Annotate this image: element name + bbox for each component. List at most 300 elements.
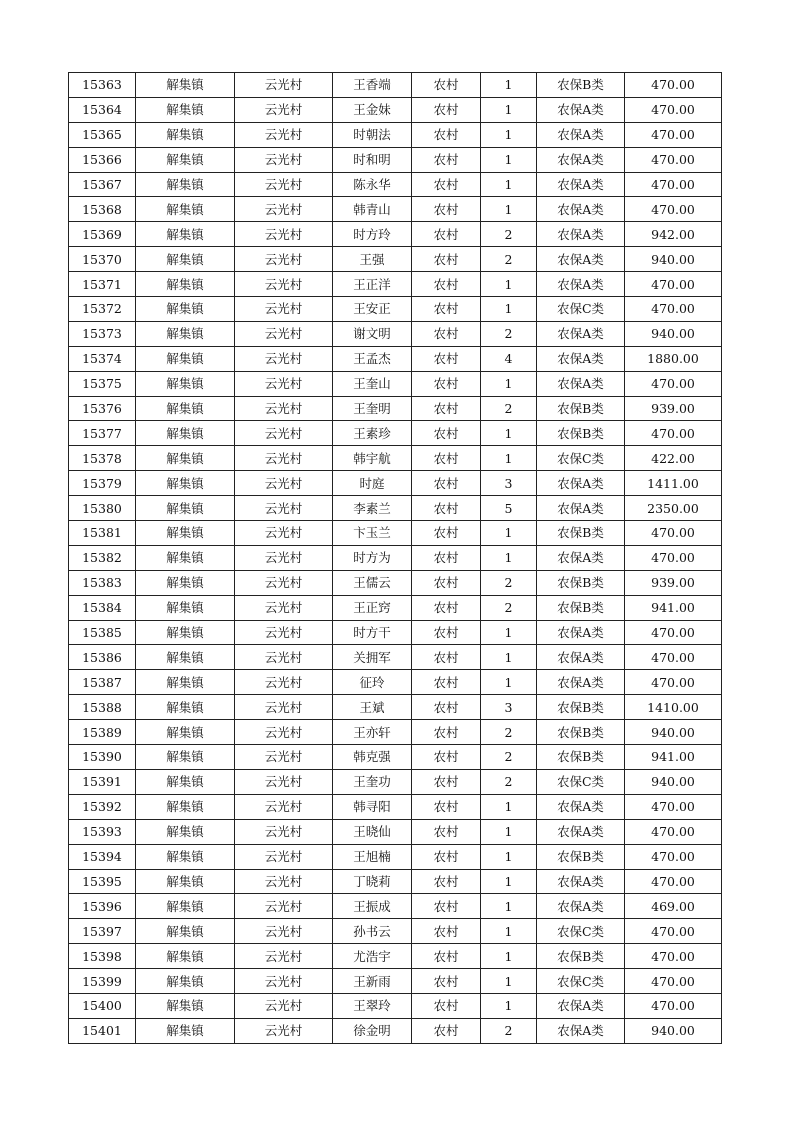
insurance-category-cell: 农保B类 (537, 844, 625, 869)
table-row (69, 695, 722, 720)
row-id-cell: 15400 (69, 993, 136, 1018)
village-cell: 云光村 (235, 172, 333, 197)
amount-cell: 1880.00 (625, 346, 722, 371)
amount-cell: 1411.00 (625, 471, 722, 496)
row-id-cell: 15363 (69, 73, 136, 98)
people-count-cell: 1 (481, 446, 537, 471)
people-count-cell: 2 (481, 745, 537, 770)
village-cell: 云光村 (235, 670, 333, 695)
village-cell: 云光村 (235, 545, 333, 570)
household-type-cell: 农村 (412, 346, 481, 371)
town-cell: 解集镇 (136, 197, 235, 222)
household-type-cell: 农村 (412, 1018, 481, 1043)
insurance-category-cell: 农保A类 (537, 993, 625, 1018)
table-row (69, 570, 722, 595)
household-type-cell: 农村 (412, 147, 481, 172)
household-type-cell: 农村 (412, 122, 481, 147)
town-cell: 解集镇 (136, 993, 235, 1018)
row-id-cell: 15399 (69, 969, 136, 994)
village-cell: 云光村 (235, 471, 333, 496)
insurance-category-cell: 农保A类 (537, 869, 625, 894)
amount-cell: 470.00 (625, 670, 722, 695)
household-type-cell: 农村 (412, 969, 481, 994)
household-type-cell: 农村 (412, 894, 481, 919)
town-cell: 解集镇 (136, 919, 235, 944)
row-id-cell: 15377 (69, 421, 136, 446)
insurance-category-cell: 农保B类 (537, 745, 625, 770)
household-type-cell: 农村 (412, 521, 481, 546)
table-row (69, 122, 722, 147)
row-id-cell: 15375 (69, 371, 136, 396)
amount-cell: 469.00 (625, 894, 722, 919)
town-cell: 解集镇 (136, 794, 235, 819)
subsidy-table (68, 72, 722, 1044)
name-cell: 王晓仙 (333, 819, 412, 844)
row-id-cell: 15369 (69, 222, 136, 247)
people-count-cell: 1 (481, 73, 537, 98)
insurance-category-cell: 农保A类 (537, 645, 625, 670)
row-id-cell: 15376 (69, 396, 136, 421)
table-row (69, 197, 722, 222)
name-cell: 王孟杰 (333, 346, 412, 371)
insurance-category-cell: 农保B类 (537, 421, 625, 446)
people-count-cell: 2 (481, 720, 537, 745)
name-cell: 王奎功 (333, 769, 412, 794)
town-cell: 解集镇 (136, 222, 235, 247)
village-cell: 云光村 (235, 969, 333, 994)
row-id-cell: 15387 (69, 670, 136, 695)
table-row (69, 247, 722, 272)
town-cell: 解集镇 (136, 521, 235, 546)
amount-cell: 470.00 (625, 297, 722, 322)
household-type-cell: 农村 (412, 172, 481, 197)
household-type-cell: 农村 (412, 446, 481, 471)
household-type-cell: 农村 (412, 670, 481, 695)
town-cell: 解集镇 (136, 819, 235, 844)
name-cell: 王正洋 (333, 272, 412, 297)
town-cell: 解集镇 (136, 396, 235, 421)
village-cell: 云光村 (235, 1018, 333, 1043)
village-cell: 云光村 (235, 869, 333, 894)
name-cell: 王强 (333, 247, 412, 272)
table-row (69, 521, 722, 546)
table-row (69, 1018, 722, 1043)
village-cell: 云光村 (235, 919, 333, 944)
people-count-cell: 2 (481, 396, 537, 421)
household-type-cell: 农村 (412, 869, 481, 894)
amount-cell: 941.00 (625, 745, 722, 770)
town-cell: 解集镇 (136, 769, 235, 794)
insurance-category-cell: 农保B类 (537, 695, 625, 720)
insurance-category-cell: 农保A类 (537, 321, 625, 346)
town-cell: 解集镇 (136, 1018, 235, 1043)
row-id-cell: 15382 (69, 545, 136, 570)
town-cell: 解集镇 (136, 570, 235, 595)
household-type-cell: 农村 (412, 73, 481, 98)
amount-cell: 470.00 (625, 993, 722, 1018)
household-type-cell: 农村 (412, 197, 481, 222)
people-count-cell: 1 (481, 172, 537, 197)
village-cell: 云光村 (235, 272, 333, 297)
insurance-category-cell: 农保C类 (537, 969, 625, 994)
people-count-cell: 1 (481, 670, 537, 695)
amount-cell: 1410.00 (625, 695, 722, 720)
amount-cell: 470.00 (625, 919, 722, 944)
people-count-cell: 1 (481, 421, 537, 446)
name-cell: 王振成 (333, 894, 412, 919)
name-cell: 王金妹 (333, 97, 412, 122)
town-cell: 解集镇 (136, 421, 235, 446)
town-cell: 解集镇 (136, 670, 235, 695)
row-id-cell: 15388 (69, 695, 136, 720)
amount-cell: 470.00 (625, 197, 722, 222)
row-id-cell: 15391 (69, 769, 136, 794)
table-row (69, 993, 722, 1018)
name-cell: 时方为 (333, 545, 412, 570)
insurance-category-cell: 农保A类 (537, 819, 625, 844)
town-cell: 解集镇 (136, 944, 235, 969)
name-cell: 陈永华 (333, 172, 412, 197)
row-id-cell: 15396 (69, 894, 136, 919)
people-count-cell: 1 (481, 521, 537, 546)
insurance-category-cell: 农保A类 (537, 272, 625, 297)
name-cell: 征玲 (333, 670, 412, 695)
town-cell: 解集镇 (136, 122, 235, 147)
people-count-cell: 1 (481, 844, 537, 869)
table-row (69, 745, 722, 770)
amount-cell: 940.00 (625, 769, 722, 794)
people-count-cell: 1 (481, 620, 537, 645)
insurance-category-cell: 农保B类 (537, 720, 625, 745)
town-cell: 解集镇 (136, 147, 235, 172)
amount-cell: 941.00 (625, 595, 722, 620)
amount-cell: 470.00 (625, 147, 722, 172)
name-cell: 韩青山 (333, 197, 412, 222)
people-count-cell: 2 (481, 570, 537, 595)
insurance-category-cell: 农保A类 (537, 197, 625, 222)
household-type-cell: 农村 (412, 819, 481, 844)
amount-cell: 470.00 (625, 944, 722, 969)
insurance-category-cell: 农保C类 (537, 769, 625, 794)
insurance-category-cell: 农保B类 (537, 595, 625, 620)
name-cell: 王新雨 (333, 969, 412, 994)
amount-cell: 470.00 (625, 620, 722, 645)
row-id-cell: 15384 (69, 595, 136, 620)
insurance-category-cell: 农保A类 (537, 122, 625, 147)
village-cell: 云光村 (235, 993, 333, 1018)
town-cell: 解集镇 (136, 545, 235, 570)
people-count-cell: 1 (481, 122, 537, 147)
table-row (69, 496, 722, 521)
amount-cell: 470.00 (625, 73, 722, 98)
household-type-cell: 农村 (412, 993, 481, 1018)
table-row (69, 595, 722, 620)
table-row (69, 172, 722, 197)
town-cell: 解集镇 (136, 371, 235, 396)
name-cell: 时庭 (333, 471, 412, 496)
town-cell: 解集镇 (136, 297, 235, 322)
people-count-cell: 1 (481, 794, 537, 819)
town-cell: 解集镇 (136, 97, 235, 122)
table-row (69, 346, 722, 371)
table-row (69, 545, 722, 570)
village-cell: 云光村 (235, 645, 333, 670)
amount-cell: 470.00 (625, 645, 722, 670)
town-cell: 解集镇 (136, 894, 235, 919)
amount-cell: 2350.00 (625, 496, 722, 521)
insurance-category-cell: 农保B类 (537, 521, 625, 546)
name-cell: 王素珍 (333, 421, 412, 446)
town-cell: 解集镇 (136, 172, 235, 197)
people-count-cell: 2 (481, 595, 537, 620)
table-row (69, 869, 722, 894)
insurance-category-cell: 农保A类 (537, 247, 625, 272)
amount-cell: 470.00 (625, 371, 722, 396)
table-row (69, 919, 722, 944)
household-type-cell: 农村 (412, 496, 481, 521)
name-cell: 王亦轩 (333, 720, 412, 745)
town-cell: 解集镇 (136, 73, 235, 98)
amount-cell: 939.00 (625, 570, 722, 595)
table-row (69, 371, 722, 396)
table-row (69, 446, 722, 471)
people-count-cell: 1 (481, 272, 537, 297)
amount-cell: 940.00 (625, 720, 722, 745)
table-row (69, 819, 722, 844)
household-type-cell: 农村 (412, 944, 481, 969)
amount-cell: 470.00 (625, 272, 722, 297)
people-count-cell: 1 (481, 197, 537, 222)
table-row (69, 222, 722, 247)
table-row (69, 97, 722, 122)
village-cell: 云光村 (235, 894, 333, 919)
row-id-cell: 15395 (69, 869, 136, 894)
household-type-cell: 农村 (412, 321, 481, 346)
table-row (69, 944, 722, 969)
town-cell: 解集镇 (136, 321, 235, 346)
village-cell: 云光村 (235, 321, 333, 346)
village-cell: 云光村 (235, 521, 333, 546)
amount-cell: 470.00 (625, 172, 722, 197)
town-cell: 解集镇 (136, 272, 235, 297)
town-cell: 解集镇 (136, 446, 235, 471)
name-cell: 时方干 (333, 620, 412, 645)
people-count-cell: 1 (481, 869, 537, 894)
people-count-cell: 2 (481, 222, 537, 247)
town-cell: 解集镇 (136, 720, 235, 745)
household-type-cell: 农村 (412, 396, 481, 421)
town-cell: 解集镇 (136, 869, 235, 894)
insurance-category-cell: 农保B类 (537, 944, 625, 969)
insurance-category-cell: 农保A类 (537, 670, 625, 695)
people-count-cell: 3 (481, 695, 537, 720)
table-row (69, 969, 722, 994)
town-cell: 解集镇 (136, 620, 235, 645)
people-count-cell: 2 (481, 247, 537, 272)
table-row (69, 321, 722, 346)
insurance-category-cell: 农保B类 (537, 73, 625, 98)
name-cell: 王斌 (333, 695, 412, 720)
village-cell: 云光村 (235, 247, 333, 272)
row-id-cell: 15380 (69, 496, 136, 521)
name-cell: 王奎山 (333, 371, 412, 396)
people-count-cell: 2 (481, 1018, 537, 1043)
insurance-category-cell: 农保A类 (537, 346, 625, 371)
table-row (69, 297, 722, 322)
name-cell: 王旭楠 (333, 844, 412, 869)
table-row (69, 471, 722, 496)
row-id-cell: 15381 (69, 521, 136, 546)
people-count-cell: 1 (481, 97, 537, 122)
insurance-category-cell: 农保C类 (537, 297, 625, 322)
row-id-cell: 15366 (69, 147, 136, 172)
name-cell: 韩寻阳 (333, 794, 412, 819)
people-count-cell: 1 (481, 993, 537, 1018)
row-id-cell: 15379 (69, 471, 136, 496)
household-type-cell: 农村 (412, 645, 481, 670)
village-cell: 云光村 (235, 745, 333, 770)
village-cell: 云光村 (235, 73, 333, 98)
row-id-cell: 15392 (69, 794, 136, 819)
row-id-cell: 15393 (69, 819, 136, 844)
village-cell: 云光村 (235, 769, 333, 794)
town-cell: 解集镇 (136, 496, 235, 521)
insurance-category-cell: 农保A类 (537, 1018, 625, 1043)
village-cell: 云光村 (235, 446, 333, 471)
insurance-category-cell: 农保C类 (537, 446, 625, 471)
household-type-cell: 农村 (412, 720, 481, 745)
table-row (69, 894, 722, 919)
village-cell: 云光村 (235, 97, 333, 122)
row-id-cell: 15397 (69, 919, 136, 944)
household-type-cell: 农村 (412, 844, 481, 869)
people-count-cell: 1 (481, 645, 537, 670)
household-type-cell: 农村 (412, 695, 481, 720)
table-row (69, 794, 722, 819)
row-id-cell: 15385 (69, 620, 136, 645)
village-cell: 云光村 (235, 371, 333, 396)
name-cell: 时和明 (333, 147, 412, 172)
village-cell: 云光村 (235, 297, 333, 322)
table-row (69, 421, 722, 446)
amount-cell: 470.00 (625, 122, 722, 147)
household-type-cell: 农村 (412, 471, 481, 496)
table-row (69, 73, 722, 98)
name-cell: 谢文明 (333, 321, 412, 346)
name-cell: 时方玲 (333, 222, 412, 247)
amount-cell: 422.00 (625, 446, 722, 471)
town-cell: 解集镇 (136, 745, 235, 770)
row-id-cell: 15365 (69, 122, 136, 147)
table-row (69, 844, 722, 869)
town-cell: 解集镇 (136, 247, 235, 272)
row-id-cell: 15368 (69, 197, 136, 222)
village-cell: 云光村 (235, 944, 333, 969)
people-count-cell: 1 (481, 147, 537, 172)
household-type-cell: 农村 (412, 745, 481, 770)
amount-cell: 470.00 (625, 844, 722, 869)
household-type-cell: 农村 (412, 794, 481, 819)
town-cell: 解集镇 (136, 595, 235, 620)
table-row (69, 720, 722, 745)
amount-cell: 939.00 (625, 396, 722, 421)
insurance-category-cell: 农保A类 (537, 545, 625, 570)
amount-cell: 470.00 (625, 545, 722, 570)
insurance-category-cell: 农保B类 (537, 396, 625, 421)
people-count-cell: 1 (481, 894, 537, 919)
village-cell: 云光村 (235, 421, 333, 446)
name-cell: 卞玉兰 (333, 521, 412, 546)
household-type-cell: 农村 (412, 545, 481, 570)
amount-cell: 470.00 (625, 97, 722, 122)
village-cell: 云光村 (235, 346, 333, 371)
row-id-cell: 15370 (69, 247, 136, 272)
table-row (69, 670, 722, 695)
name-cell: 关拥军 (333, 645, 412, 670)
row-id-cell: 15373 (69, 321, 136, 346)
people-count-cell: 1 (481, 969, 537, 994)
name-cell: 王香端 (333, 73, 412, 98)
village-cell: 云光村 (235, 197, 333, 222)
insurance-category-cell: 农保C类 (537, 919, 625, 944)
household-type-cell: 农村 (412, 297, 481, 322)
amount-cell: 470.00 (625, 794, 722, 819)
insurance-category-cell: 农保A类 (537, 147, 625, 172)
household-type-cell: 农村 (412, 769, 481, 794)
row-id-cell: 15367 (69, 172, 136, 197)
village-cell: 云光村 (235, 819, 333, 844)
village-cell: 云光村 (235, 794, 333, 819)
name-cell: 李素兰 (333, 496, 412, 521)
household-type-cell: 农村 (412, 620, 481, 645)
insurance-category-cell: 农保A类 (537, 97, 625, 122)
village-cell: 云光村 (235, 396, 333, 421)
row-id-cell: 15371 (69, 272, 136, 297)
town-cell: 解集镇 (136, 471, 235, 496)
name-cell: 王儒云 (333, 570, 412, 595)
amount-cell: 940.00 (625, 321, 722, 346)
people-count-cell: 1 (481, 819, 537, 844)
people-count-cell: 1 (481, 297, 537, 322)
town-cell: 解集镇 (136, 695, 235, 720)
name-cell: 孙书云 (333, 919, 412, 944)
amount-cell: 470.00 (625, 521, 722, 546)
name-cell: 丁晓莉 (333, 869, 412, 894)
people-count-cell: 4 (481, 346, 537, 371)
household-type-cell: 农村 (412, 919, 481, 944)
row-id-cell: 15394 (69, 844, 136, 869)
town-cell: 解集镇 (136, 969, 235, 994)
household-type-cell: 农村 (412, 595, 481, 620)
row-id-cell: 15398 (69, 944, 136, 969)
village-cell: 云光村 (235, 147, 333, 172)
name-cell: 王翠玲 (333, 993, 412, 1018)
people-count-cell: 1 (481, 371, 537, 396)
village-cell: 云光村 (235, 222, 333, 247)
name-cell: 王安正 (333, 297, 412, 322)
people-count-cell: 3 (481, 471, 537, 496)
insurance-category-cell: 农保A类 (537, 894, 625, 919)
row-id-cell: 15374 (69, 346, 136, 371)
village-cell: 云光村 (235, 695, 333, 720)
village-cell: 云光村 (235, 620, 333, 645)
amount-cell: 940.00 (625, 1018, 722, 1043)
village-cell: 云光村 (235, 570, 333, 595)
row-id-cell: 15389 (69, 720, 136, 745)
table-row (69, 147, 722, 172)
household-type-cell: 农村 (412, 371, 481, 396)
row-id-cell: 15372 (69, 297, 136, 322)
